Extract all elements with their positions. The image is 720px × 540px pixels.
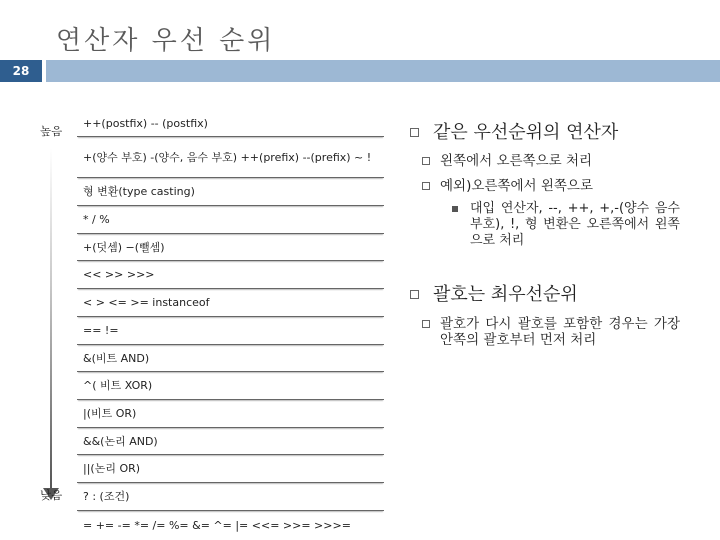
list-item [422, 178, 690, 194]
table-row: == != [77, 317, 384, 345]
list-item [410, 122, 690, 144]
parentheses-heading: 괄호는 최우선순위 [433, 284, 578, 305]
list-item [452, 201, 680, 249]
page-number: 28 [0, 60, 42, 82]
table-row: +(양수 부호) -(양수, 음수 부호) ++(prefix) --(prefix) ~ ! [77, 137, 384, 178]
exception-text: 예외)오른쪽에서 왼쪽으로 [440, 178, 594, 194]
table-row: &(비트 AND) [77, 345, 384, 372]
table-row: ++(postfix) -- (postfix) [77, 110, 384, 137]
table-row: ||(논리 OR) [77, 455, 384, 483]
filled-bullet-icon [452, 206, 458, 212]
table-row: << >> >>> [77, 261, 384, 289]
low-precedence-label: 낮음 [40, 488, 63, 502]
header-bar [0, 60, 720, 82]
exception-detail-text: 대입 연산자, --, ++, +,-(양수 음수 부호), !, 형 변환은 오른쪽에서 왼쪽으로 처리 [470, 201, 680, 248]
square-bullet-icon [422, 157, 430, 165]
same-precedence-heading: 같은 우선순위의 연산자 [433, 122, 619, 143]
table-row: +(덧셈) −(뺄셈) [77, 234, 384, 261]
table-row: 형 변환(type casting) [77, 178, 384, 206]
square-bullet-icon [422, 320, 430, 328]
header-strip [46, 60, 720, 82]
square-bullet-icon [422, 182, 430, 190]
table-row: &&(논리 AND) [77, 428, 384, 455]
table-row: = += -= *= /= %= &= ^= |= <<= >>= >>>= [83, 518, 351, 532]
table-row: ? : (조건) [77, 483, 384, 511]
list-item [422, 153, 690, 169]
table-row: * / % [77, 206, 384, 234]
square-bullet-icon [410, 290, 419, 299]
parentheses-detail-text: 괄호가 다시 괄호를 포함한 경우는 가장 안쪽의 괄호부터 먼저 처리 [440, 316, 680, 348]
operator-precedence-table [77, 110, 384, 539]
table-row: |(비트 OR) [77, 400, 384, 428]
table-row: < > <= >= instanceof [77, 289, 384, 317]
square-bullet-icon [410, 128, 419, 137]
precedence-arrow-line [50, 148, 52, 490]
list-item [422, 316, 680, 348]
high-precedence-label: 높음 [40, 124, 63, 138]
left-to-right-text: 왼쪽에서 오른쪽으로 처리 [440, 153, 593, 169]
slide-title: 연산자 우선 순위 [56, 26, 276, 56]
table-row: ^( 비트 XOR) [77, 372, 384, 400]
list-item [410, 284, 690, 306]
